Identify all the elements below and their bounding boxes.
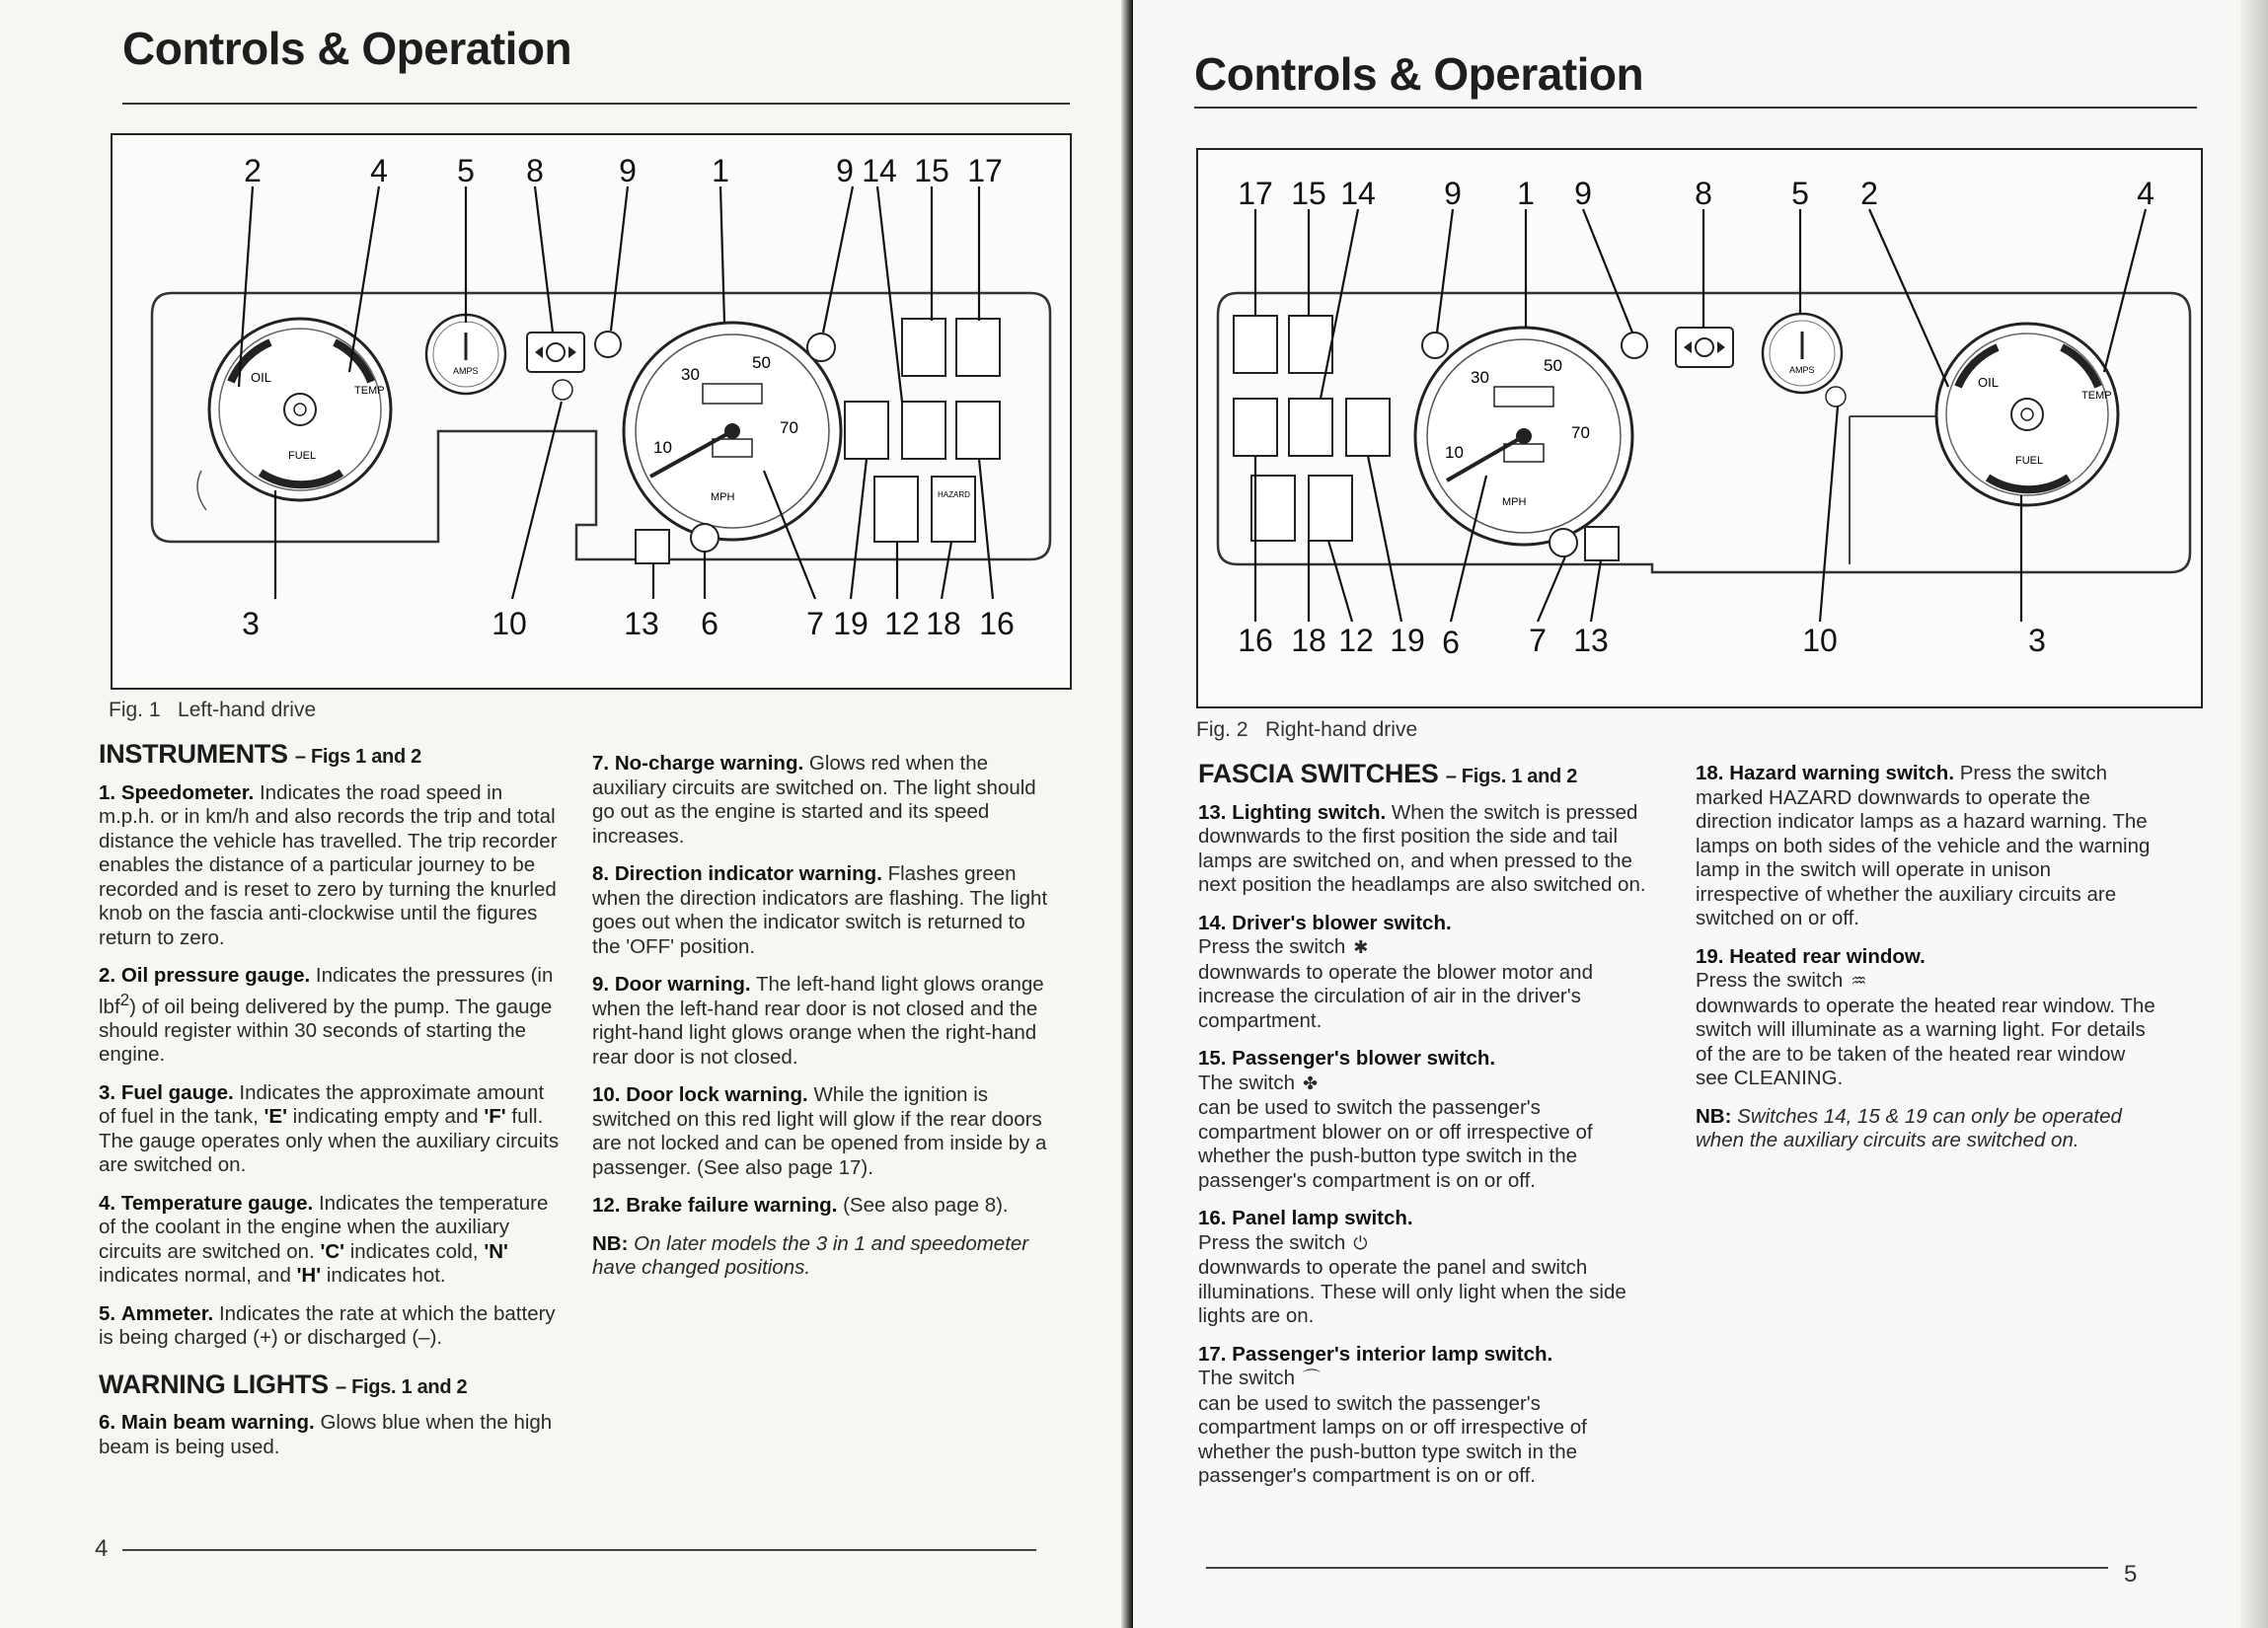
nb-note: NB: On later models the 3 in 1 and speedometer have changed positions. (592, 1231, 1029, 1279)
callout-2: 2 (244, 153, 262, 188)
item-passengers-blower: 15. Passenger's blower switch. The switch ✤ can be used to switch the passenger's compartment blower on or off irrespective of whether the push-button type switch in the passenger's compartment is on or off. (1198, 1047, 1593, 1192)
callout-15: 15 (914, 153, 949, 188)
temp-label: TEMP (354, 385, 385, 397)
item-no-charge: 7. No-charge warning. Glows red when the auxiliary circuits are switched on. The light should go out as the engine is started and its speed increases. (592, 752, 1036, 848)
page-number: 4 (95, 1535, 109, 1562)
passenger-blower-icon: ✤ (1302, 1073, 1319, 1094)
callout-4: 4 (370, 153, 388, 188)
nb-note: NB: Switches 14, 15 & 19 can only be operated when the auxiliary circuits are switched on. (1696, 1104, 2122, 1151)
blower-icon: ✱ (1353, 937, 1369, 958)
instruments-column (99, 739, 563, 1473)
three-in-one-gauge (1936, 324, 2118, 505)
speed-70-label: 70 (1571, 423, 1590, 442)
speed-50-label: 50 (752, 353, 771, 372)
page-edge (2240, 0, 2268, 1628)
speed-10-label: 10 (1445, 443, 1464, 462)
item-heated-rear-window: 19. Heated rear window. Press the switch ♒ downwards to operate the heated rear window. The switch will illuminate as a warning light. For details of the are to be taken of the heated rear window see CLEANING. (1696, 944, 2155, 1089)
callout-4: 4 (2137, 176, 2155, 211)
oil-label: OIL (251, 370, 271, 385)
door-warning-lamp-right (1622, 333, 1647, 358)
door-lock-warning-lamp (553, 380, 572, 400)
door-warning-lamp-right (807, 333, 835, 361)
item-door-warning: 9. Door warning. The left-hand light glows orange when the left-hand rear door is not closed and the right-hand light glows orange when the right-hand rear door is not closed. (592, 973, 1044, 1069)
page-title: Controls & Operation (1194, 48, 1644, 100)
switch-bank (845, 319, 1000, 542)
temp-label: TEMP (2081, 390, 2112, 402)
item-brake-failure: 12. Brake failure warning. (See also page 8). (592, 1194, 1009, 1217)
item-door-lock: 10. Door lock warning. While the ignition is switched on this red light will glow if the rear doors are not locked and can be opened from inside by a passenger. (See also page 17). (592, 1083, 1047, 1179)
callout-13: 13 (1573, 623, 1609, 658)
callout-5: 5 (1791, 176, 1809, 211)
callout-9: 9 (619, 153, 637, 188)
item-panel-lamp: 16. Panel lamp switch. Press the switch ⏻ downwards to operate the panel and switch illuminations. These will only light when the side lights are on. (1198, 1207, 1626, 1327)
amps-label: AMPS (453, 366, 479, 376)
callout-8: 8 (1695, 176, 1712, 211)
callout-7: 7 (806, 606, 824, 641)
warning-lights-column (592, 752, 1056, 1295)
callout-9: 9 (1444, 176, 1462, 211)
speed-30-label: 30 (681, 365, 700, 384)
callout-17: 17 (967, 153, 1003, 188)
door-warning-lamp-left (1422, 333, 1448, 358)
page-title: Controls & Operation (122, 23, 572, 74)
callout-1: 1 (712, 153, 729, 188)
instruments-heading: INSTRUMENTS – Figs 1 and 2 (99, 739, 421, 769)
footer-rule (1206, 1567, 2108, 1569)
callout-10: 10 (491, 606, 527, 641)
callouts-top (1238, 176, 2155, 211)
callout-18: 18 (1291, 623, 1326, 658)
callout-15: 15 (1291, 176, 1326, 211)
lighting-switch (1550, 527, 1619, 560)
door-warning-lamp-left (595, 332, 621, 357)
item-drivers-blower: 14. Driver's blower switch. Press the switch ✱ downwards to operate the blower motor and increase the circulation of air in the driver's compartment. (1198, 911, 1593, 1032)
mph-label: MPH (711, 491, 735, 503)
callout-3: 3 (242, 606, 260, 641)
callout-14: 14 (1340, 176, 1376, 211)
item-oil-pressure: 2. Oil pressure gauge. Indicates the pressures (in lbf$^2$) of oil being delivered by the pump. The gauge should register within 30 seconds of starting the engine. (99, 964, 554, 1067)
page-number: 5 (2124, 1561, 2138, 1588)
title-rule (122, 103, 1070, 105)
callout-16: 16 (1238, 623, 1273, 658)
callout-3: 3 (2028, 623, 2046, 658)
callout-19: 19 (833, 606, 869, 641)
callout-19: 19 (1390, 623, 1425, 658)
warning-lights-heading: WARNING LIGHTS – Figs. 1 and 2 (99, 1369, 468, 1399)
speed-10-label: 10 (653, 438, 672, 457)
item-interior-lamp: 17. Passenger's interior lamp switch. The switch ⌒ can be used to switch the passenger's compartment lamps on or off irrespective of whether the push-button type switch in the passenger's compartment is on or off. (1198, 1342, 1587, 1487)
speed-50-label: 50 (1544, 356, 1562, 375)
callout-8: 8 (526, 153, 544, 188)
speedometer (1415, 328, 1632, 545)
callout-1: 1 (1517, 176, 1535, 211)
item-lighting-switch: 13. Lighting switch. When the switch is pressed downwards to the first position the side and tail lamps are switched on, and when pressed to the next position the headlamps are also switched on. (1198, 800, 1646, 896)
callout-17: 17 (1238, 176, 1273, 211)
ammeter (426, 315, 505, 394)
callout-18: 18 (926, 606, 961, 641)
fascia-switches-heading: FASCIA SWITCHES – Figs. 1 and 2 (1198, 759, 1578, 788)
callouts-bottom (1238, 623, 2046, 660)
callout-14: 14 (862, 153, 897, 188)
amps-label: AMPS (1789, 365, 1815, 375)
callout-6: 6 (701, 606, 718, 641)
indicator-warning-lamp (1676, 328, 1733, 367)
item-fuel-gauge: 3. Fuel gauge. Indicates the approximate amount of fuel in the tank, 'E' indicating empty and 'F' full. The gauge operates only when the auxiliary circuits are switched on. (99, 1080, 560, 1177)
hazard-label: HAZARD (938, 490, 970, 499)
footer-rule (122, 1549, 1036, 1551)
lighting-switch (636, 524, 718, 563)
switch-bank (1234, 316, 1390, 541)
figure-caption: Fig. 1 Left-hand drive (109, 699, 317, 721)
dashboard-diagram (113, 135, 1070, 688)
item-temperature-gauge: 4. Temperature gauge. Indicates the temperature of the coolant in the engine when the auxiliary circuits are switched on. 'C' indicates cold, 'N' indicates normal, and 'H' indicates hot. (99, 1191, 549, 1288)
callout-13: 13 (624, 606, 659, 641)
item-ammeter: 5. Ammeter. Indicates the rate at which the battery is being charged (+) or discharged (–). (99, 1301, 556, 1350)
figure-caption: Fig. 2 Right-hand drive (1196, 718, 1418, 741)
interior-lamp-icon: ⌒ (1302, 1369, 1321, 1389)
callouts-bottom (242, 606, 1015, 641)
item-speedometer: 1. Speedometer. Indicates the road speed in m.p.h. or in km/h and also records the trip and total distance the vehicle has travelled. The trip recorder enables the distance of a particular journey to be recorded and is reset to zero by turning the knurled knob on the fascia anti-clockwise until the figures return to zero. (99, 780, 558, 949)
indicator-warning-lamp (527, 333, 584, 372)
speed-30-label: 30 (1471, 368, 1489, 387)
item-direction-indicator: 8. Direction indicator warning. Flashes green when the direction indicators are flashing. The light goes out when the indicator switch is returned to the 'OFF' position. (592, 862, 1048, 958)
item-hazard-switch: 18. Hazard warning switch. Press the switch marked HAZARD downwards to operate the direction indicator lamps as a hazard warning. The lamps on both sides of the vehicle and the warning lamp in the switch will operate in unison irrespective of whether the auxiliary circuits are switched on or off. (1696, 762, 2151, 929)
callout-2: 2 (1860, 176, 1878, 211)
panel-lamp-icon: ⏻ (1353, 1232, 1368, 1254)
right-page (1133, 0, 2268, 1628)
fascia-switches-column (1198, 759, 1660, 1503)
speed-70-label: 70 (780, 418, 798, 437)
door-lock-warning-lamp (1826, 387, 1846, 407)
heated-window-icon: ♒ (1851, 971, 1867, 992)
callout-12: 12 (884, 606, 920, 641)
oil-label: OIL (1978, 375, 1999, 390)
callout-6: 6 (1442, 625, 1460, 660)
item-main-beam: 6. Main beam warning. Glows blue when the high beam is being used. (99, 1411, 553, 1458)
figure-left-hand-drive (111, 133, 1072, 690)
callout-9b: 9 (1574, 176, 1592, 211)
callout-9b: 9 (836, 153, 854, 188)
callouts-top (244, 153, 1003, 188)
left-page (0, 0, 1125, 1628)
title-rule (1194, 107, 2197, 109)
mph-label: MPH (1502, 496, 1527, 508)
ammeter (1763, 314, 1842, 393)
figure-right-hand-drive (1196, 148, 2203, 708)
callout-16: 16 (979, 606, 1015, 641)
fuel-label: FUEL (2015, 455, 2044, 467)
three-in-one-gauge (209, 319, 391, 500)
speedometer (624, 323, 841, 540)
callout-10: 10 (1802, 623, 1838, 658)
callout-7: 7 (1529, 623, 1547, 658)
dashboard-diagram (1198, 150, 2201, 706)
fascia-switches-column-2 (1696, 762, 2159, 1167)
fuel-label: FUEL (288, 450, 317, 462)
callout-12: 12 (1338, 623, 1374, 658)
callout-5: 5 (457, 153, 475, 188)
